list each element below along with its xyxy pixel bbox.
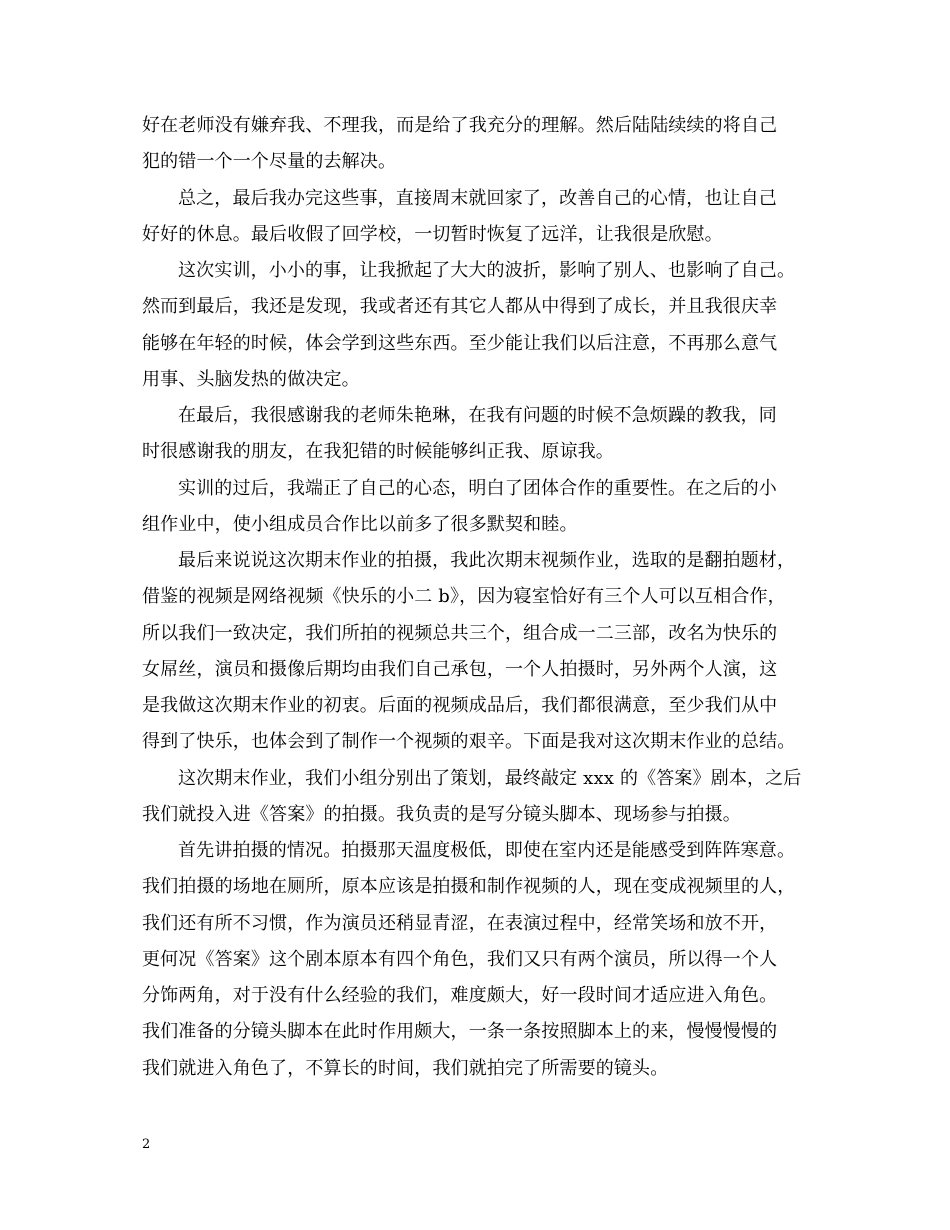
text-line: 在最后，我很感谢我的老师朱艳琳，在我有问题的时候不急烦躁的教我，同 bbox=[178, 405, 777, 426]
text-line: 实训的过后，我端正了自己的心态，明白了团体合作的重要性。在之后的小 bbox=[178, 478, 777, 499]
text-line: 这次实训，小小的事，让我掀起了大大的波折，影响了别人、也影响了自己。 bbox=[178, 260, 796, 281]
text-line: 得到了快乐，也体会到了制作一个视频的艰辛。下面是我对这次期末作业的总结。 bbox=[142, 731, 796, 752]
text-line: 首先讲拍摄的情况。拍摄那天温度极低，即使在室内还是能感受到阵阵寒意。 bbox=[178, 840, 796, 861]
text-line: 好在老师没有嫌弃我、不理我，而是给了我充分的理解。然后陆陆续续的将自己 bbox=[142, 115, 778, 136]
text-line: 然而到最后，我还是发现，我或者还有其它人都从中得到了成长，并且我很庆幸 bbox=[142, 296, 778, 317]
text-line: 女屌丝，演员和摄像后期均由我们自己承包，一个人拍摄时，另外两个人演，这 bbox=[142, 659, 778, 680]
text-line: 所以我们一致决定，我们所拍的视频总共三个，组合成一二三部，改名为快乐的 bbox=[142, 623, 778, 644]
text-line: 借鉴的视频是网络视频《快乐的小二 b》，因为寝室恰好有三个人可以互相合作， bbox=[142, 586, 786, 607]
text-line: 最后来说说这次期末作业的拍摄，我此次期末视频作业，选取的是翻拍题材， bbox=[178, 550, 796, 571]
text-line: 是我做这次期末作业的初衷。后面的视频成品后，我们都很满意，至少我们从中 bbox=[142, 695, 778, 716]
text-line: 能够在年轻的时候，体会学到这些东西。至少能让我们以后注意，不再那么意气 bbox=[142, 333, 778, 354]
text-line: 我们还有所不习惯，作为演员还稍显青涩，在表演过程中，经常笑场和放不开， bbox=[142, 913, 778, 934]
text-line: 时很感谢我的朋友，在我犯错的时候能够纠正我、原谅我。 bbox=[142, 441, 614, 462]
text-line: 更何况《答案》这个剧本原本有四个角色，我们又只有两个演员，所以得一个人 bbox=[142, 949, 778, 970]
text-line: 我们就进入角色了，不算长的时间，我们就拍完了所需要的镜头。 bbox=[142, 1058, 669, 1079]
text-line: 用事、头脑发热的做决定。 bbox=[142, 369, 360, 390]
text-line: 好好的休息。最后收假了回学校，一切暂时恢复了远洋，让我很是欣慰。 bbox=[142, 224, 723, 245]
text-line: 组作业中，使小组成员合作比以前多了很多默契和睦。 bbox=[142, 514, 578, 535]
text-line: 分饰两角，对于没有什么经验的我们，难度颇大，好一段时间才适应进入角色。 bbox=[142, 985, 778, 1006]
text-line: 犯的错一个一个尽量的去解决。 bbox=[142, 151, 397, 172]
text-line: 这次期末作业，我们小组分别出了策划，最终敲定 xxx 的《答案》剧本，之后 bbox=[178, 768, 802, 789]
text-line: 我们准备的分镜头脚本在此时作用颇大，一条一条按照脚本上的来，慢慢慢慢的 bbox=[142, 1021, 778, 1042]
text-line: 我们拍摄的场地在厕所，原本应该是拍摄和制作视频的人，现在变成视频里的人， bbox=[142, 876, 796, 897]
page-number: 2 bbox=[142, 1137, 151, 1152]
text-line: 总之，最后我办完这些事，直接周末就回家了，改善自己的心情，也让自己 bbox=[178, 188, 777, 209]
text-line: 我们就投入进《答案》的拍摄。我负责的是写分镜头脚本、现场参与拍摄。 bbox=[142, 804, 741, 825]
